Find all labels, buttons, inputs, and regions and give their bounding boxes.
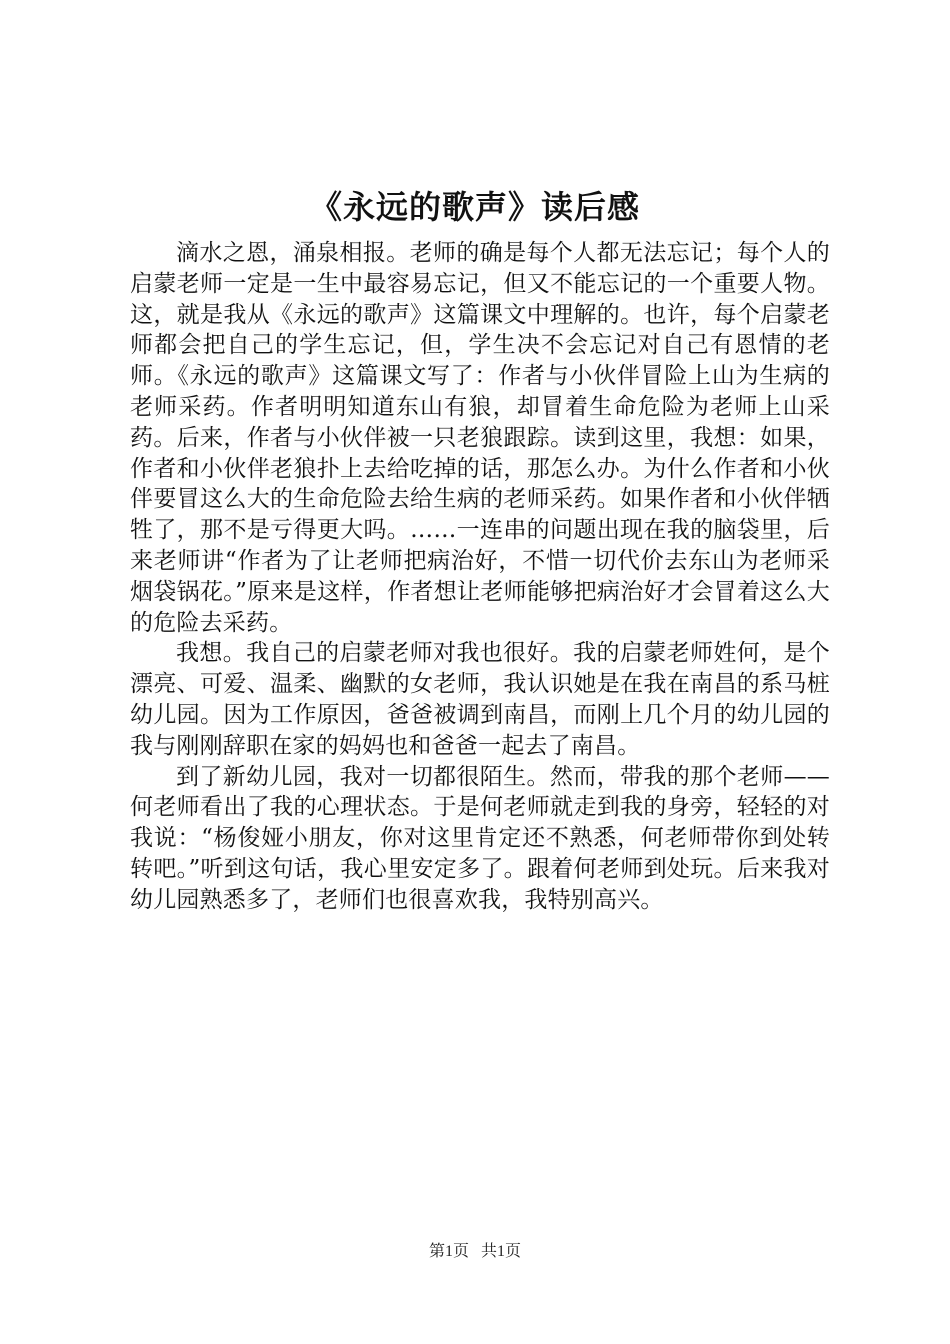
- page-number: 第1页: [428, 1243, 469, 1260]
- document-title: 《永远的歌声》读后感: [309, 188, 640, 226]
- document-body: [130, 238, 830, 916]
- paragraph-3: 到了新幼儿园，我对一切都很陌生。然而，带我的那个老师——何老师看出了我的心理状态。于是何老师就走到我的身旁，轻轻的对我说：“杨俊娅小朋友，你对这里肯定还不熟悉，何老师带你到处转转吧。”听到这句话，我心里安定多了。跟着何老师到处玩。后来我对幼儿园熟悉多了，老师们也很喜欢我，我特别高兴。: [130, 763, 830, 913]
- page-footer: [0, 1240, 950, 1264]
- paragraph-2: 我想。我自己的启蒙老师对我也很好。我的启蒙老师姓何，是个漂亮、可爱、温柔、幽默的女老师，我认识她是在我在南昌的系马桩幼儿园。因为工作原因，爸爸被调到南昌，而刚上几个月的幼儿园的我与刚刚辞职在家的妈妈也和爸爸一起去了南昌。: [130, 640, 830, 759]
- page-total: 共1页: [481, 1243, 522, 1260]
- paragraph-1: 滴水之恩，涌泉相报。老师的确是每个人都无法忘记；每个人的启蒙老师一定是一生中最容易忘记，但又不能忘记的一个重要人物。这，就是我从《永远的歌声》这篇课文中理解的。也许，每个启蒙老师都会把自己的学生忘记，但，学生决不会忘记对自己有恩情的老师。《永远的歌声》这篇课文写了：作者与小伙伴冒险上山为生病的老师采药。作者明明知道东山有狼，却冒着生命危险为老师上山采药。后来，作者与小伙伴被一只老狼跟踪。读到这里，我想：如果，作者和小伙伴老狼扑上去给吃掉的话，那怎么办。为什么作者和小伙伴要冒这么大的生命危险去给生病的老师采药。如果作者和小伙伴牺牲了，那不是亏得更大吗。……一连串的问题出现在我的脑袋里，后来老师讲“作者为了让老师把病治好，不惜一切代价去东山为老师采烟袋锅花。”原来是这样，作者想让老师能够把病治好才会冒着这么大的危险去采药。: [130, 240, 830, 636]
